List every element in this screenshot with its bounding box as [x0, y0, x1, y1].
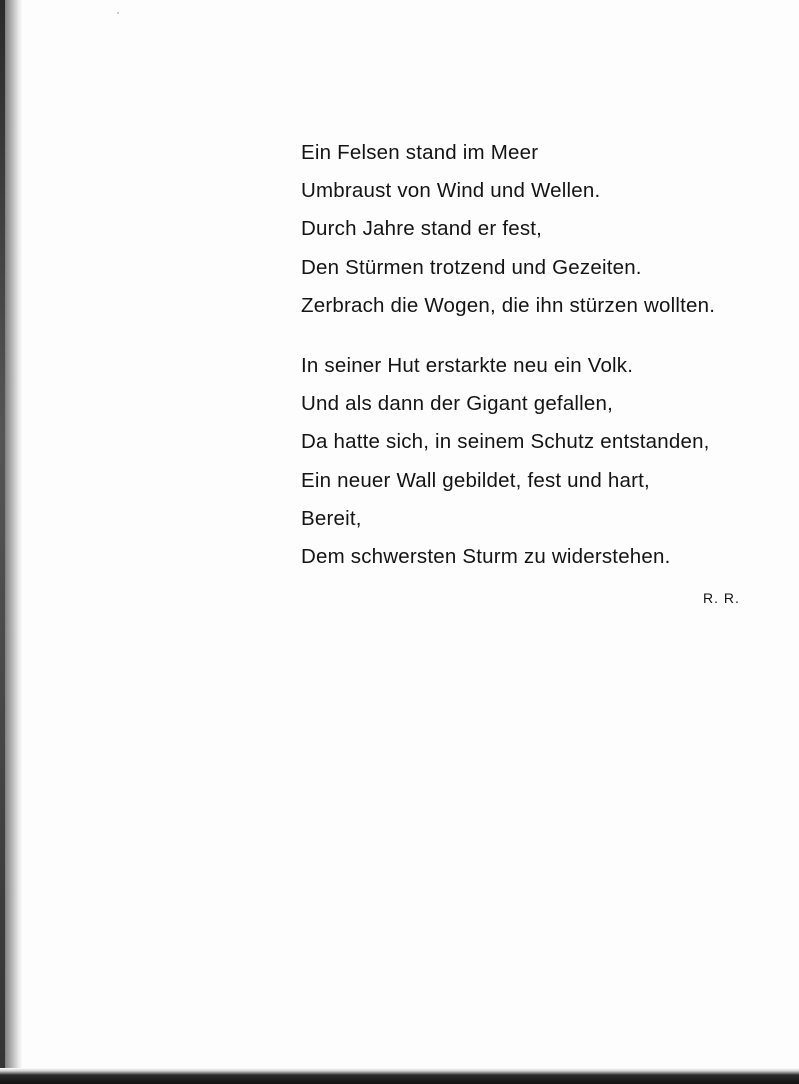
author-signature: R. R. — [703, 590, 740, 606]
page-binding-shadow — [0, 0, 5, 1084]
poem-stanza-1 — [301, 138, 771, 329]
poem-line: Und als dann der Gigant gefallen, — [301, 392, 614, 416]
poem-line: Bereit, — [301, 506, 362, 530]
page-bottom-edge — [0, 1068, 799, 1084]
paper-speck — [117, 12, 119, 14]
poem-line: Dem schwersten Sturm zu widerstehen. — [301, 544, 671, 568]
poem-line: Umbraust von Wind und Wellen. — [301, 179, 601, 203]
poem-line: Den Stürmen trotzend und Gezeiten. — [301, 255, 642, 279]
poem-line: Ein Felsen stand im Meer — [301, 141, 539, 164]
poem-line: Durch Jahre stand er fest, — [301, 217, 543, 241]
stanza-spacer — [301, 329, 771, 351]
poem-line: In seiner Hut erstarkte neu ein Volk. — [301, 353, 634, 377]
poem-line: Da hatte sich, in seinem Schutz entstanden, — [301, 430, 710, 454]
poem-line: Ein neuer Wall gebildet, fest und hart, — [301, 468, 650, 492]
poem — [301, 138, 771, 580]
poem-line: Zerbrach die Wogen, die ihn stürzen wollten. — [301, 293, 716, 317]
poem-stanza-2 — [301, 351, 771, 580]
